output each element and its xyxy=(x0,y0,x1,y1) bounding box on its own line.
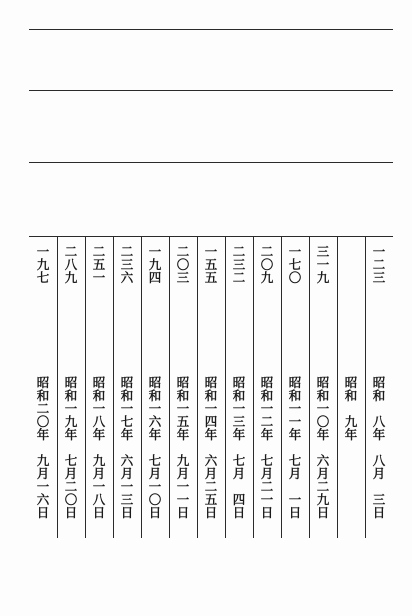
record-column xyxy=(85,236,113,538)
record-number: 一 七 〇 xyxy=(288,244,302,285)
record-column xyxy=(57,236,85,538)
record-date: 昭 和 一 〇 年 六 月 二 九 日 xyxy=(316,375,330,520)
record-date: 昭 和 一 一 年 七 月 一 日 xyxy=(288,375,302,520)
horizontal-rule xyxy=(29,90,393,91)
record-date: 昭 和 九 年 xyxy=(344,375,358,442)
record-column xyxy=(365,236,393,538)
record-date: 昭 和 一 三 年 七 月 四 日 xyxy=(232,375,246,520)
record-date: 昭 和 一 五 年 九 月 一 一 日 xyxy=(176,375,190,520)
record-date: 昭 和 二 〇 年 九 月 一 六 日 xyxy=(36,375,50,520)
record-number: 二 三 六 xyxy=(120,244,134,285)
record-number: 三 一 九 xyxy=(316,244,330,285)
record-number: 二 五 一 xyxy=(92,244,106,285)
horizontal-rule xyxy=(29,29,393,30)
record-date: 昭 和 一 八 年 九 月 一 八 日 xyxy=(92,375,106,520)
record-column xyxy=(281,236,309,538)
record-number: 二 八 九 xyxy=(64,244,78,285)
record-column xyxy=(169,236,197,538)
record-number: 一 五 五 xyxy=(204,244,218,285)
record-number: 二 〇 三 xyxy=(176,244,190,285)
record-date: 昭 和 一 六 年 七 月 一 〇 日 xyxy=(148,375,162,520)
record-column xyxy=(197,236,225,538)
record-column xyxy=(113,236,141,538)
record-date: 昭 和 一 二 年 七 月 二 一 日 xyxy=(260,375,274,520)
record-date: 昭 和 一 九 年 七 月 二 〇 日 xyxy=(64,375,78,520)
vertical-record-table xyxy=(29,236,393,538)
record-number: 二 三 二 xyxy=(232,244,246,285)
record-number: 一 九 四 xyxy=(148,244,162,285)
record-column xyxy=(309,236,337,538)
record-date: 昭 和 八 年 八 月 三 日 xyxy=(372,375,386,520)
record-column xyxy=(337,236,365,538)
record-number: 一 九 七 xyxy=(36,244,50,285)
record-date: 昭 和 一 四 年 六 月 二 五 日 xyxy=(204,375,218,520)
horizontal-rule xyxy=(29,162,393,163)
record-column xyxy=(29,236,57,538)
record-number: 二 〇 九 xyxy=(260,244,274,285)
record-date: 昭 和 一 七 年 六 月 一 三 日 xyxy=(120,375,134,520)
record-number: 一 二 三 xyxy=(372,244,386,285)
record-column xyxy=(225,236,253,538)
record-column xyxy=(141,236,169,538)
record-column xyxy=(253,236,281,538)
